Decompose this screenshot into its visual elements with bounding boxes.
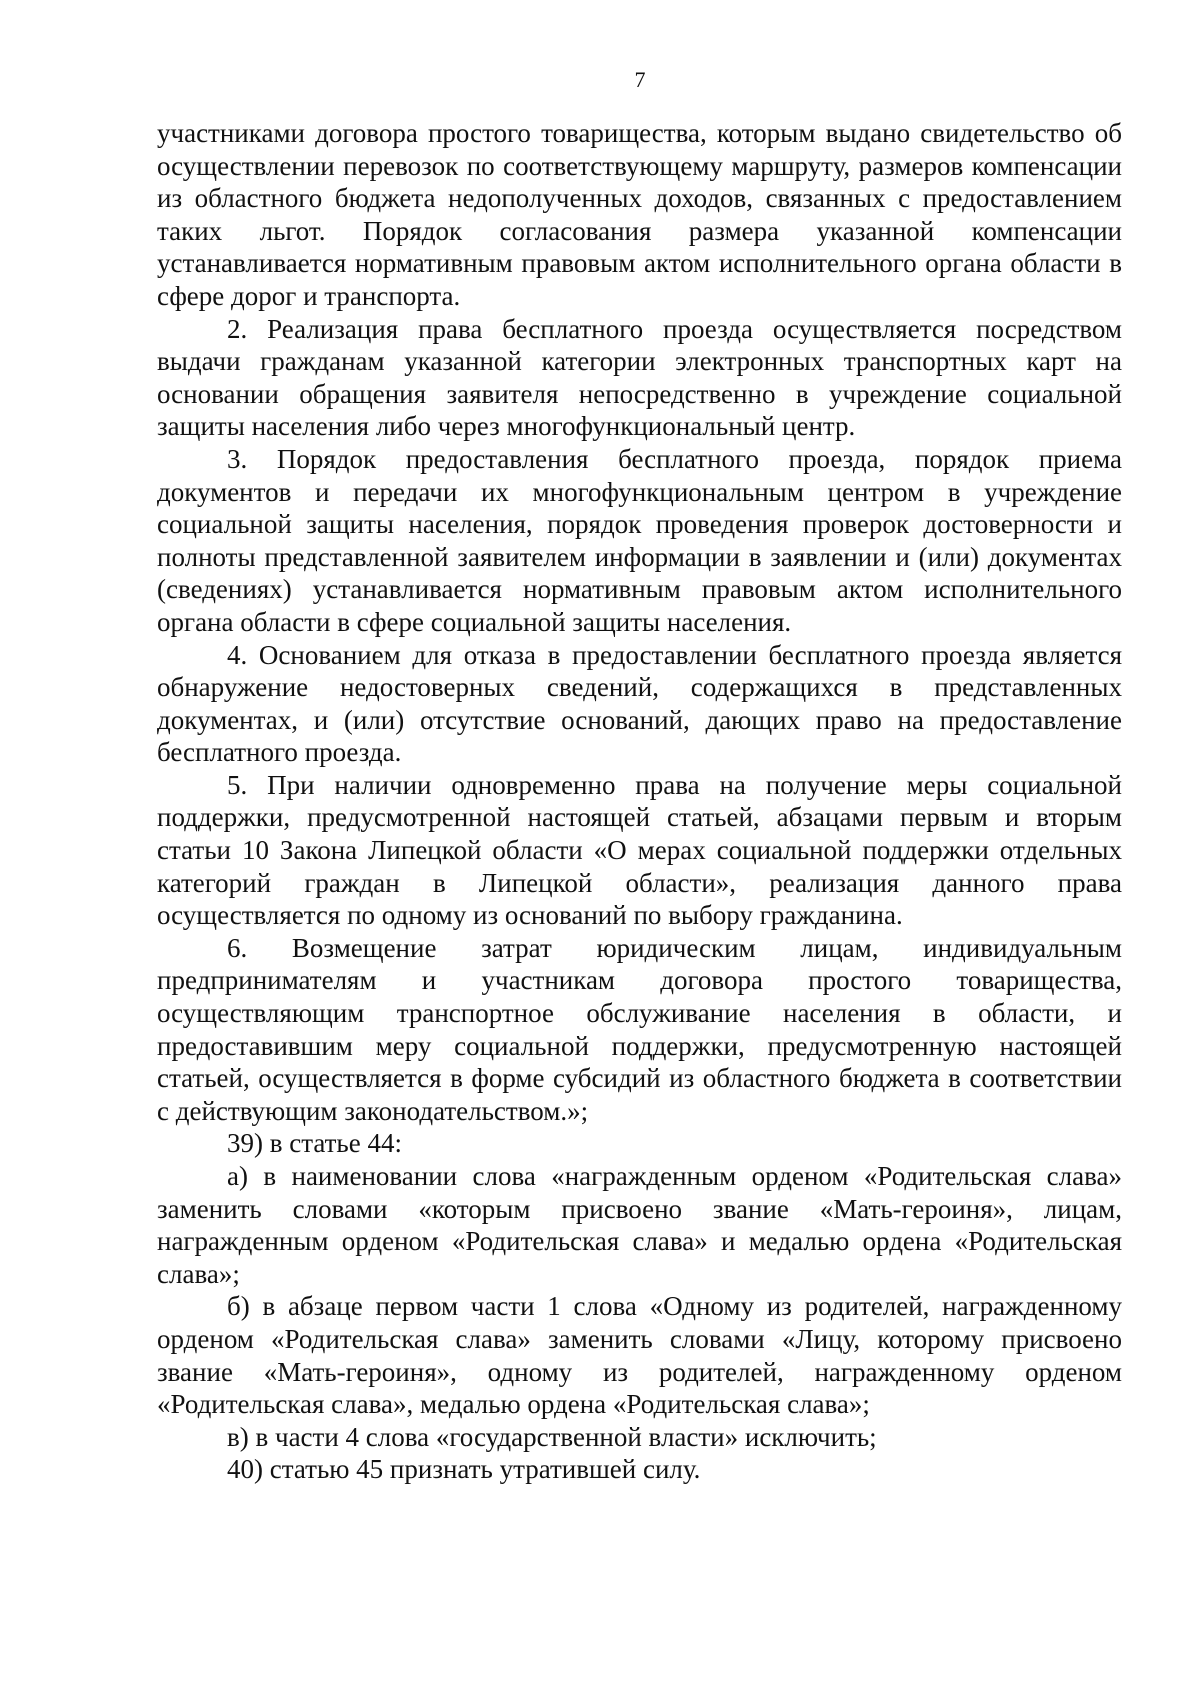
paragraph-item-39: 39) в статье 44: [227, 1128, 402, 1159]
paragraph-item-4: 4. Основанием для отказа в предоставлении бесплатного проезда является обнаружение недостоверных сведений, содержащихся в представленных документах, и (или) отсутствие оснований, дающих право на предоставление бесплатного проезда. [157, 639, 1122, 768]
paragraph-subitem-b: б) в абзаце первом части 1 слова «Одному из родителей, награжденному орденом «Родительская слава» заменить словами «Лицу, которому присвоено звание «Мать-героиня», одному из родителей, награжденному орденом «Родительская слава», медалью ордена «Родительская слава»; [157, 1291, 1122, 1420]
paragraph-item-5: 5. При наличии одновременно права на получение меры социальной поддержки, предусмотренной настоящей статьей, абзацами первым и вторым статьи 10 Закона Липецкой области «О мерах социальной поддержки отдельных категорий граждан в Липецкой области», реализация данного права осуществляется по одному из оснований по выбору гражданина. [157, 769, 1122, 931]
paragraph-item-2: 2. Реализация права бесплатного проезда осуществляется посредством выдачи гражданам указанной категории электронных транспортных карт на основании обращения заявителя непосредственно в учреждение социальной защиты населения либо через многофункциональный центр. [157, 313, 1122, 442]
paragraph-subitem-a: а) в наименовании слова «награжденным орденом «Родительская слава» заменить словами «которым присвоено звание «Мать-героиня», лицам, награжденным орденом «Родительская слава» и медалью ордена «Родительская слава»; [157, 1161, 1122, 1289]
document-body [157, 117, 1122, 1486]
paragraph-continuation: участниками договора простого товарищества, которым выдано свидетельство об осуществлении перевозок по соответствующему маршруту, размеров компенсации из областного бюджета недополученных доходов, связанных с предоставлением таких льгот. Порядок согласования размера указанной компенсации устанавливается нормативным правовым актом исполнительного органа области в сфере дорог и транспорта. [157, 118, 1122, 311]
paragraph-item-40: 40) статью 45 признать утратившей силу. [227, 1454, 701, 1485]
paragraph-item-6: 6. Возмещение затрат юридическим лицам, индивидуальным предпринимателям и участникам договора простого товарищества, осуществляющим транспортное обслуживание населения в области, и предоставившим меру социальной поддержки, предусмотренную настоящей статьей, осуществляется в форме субсидий из областного бюджета в соответствии с действующим законодательством.»; [157, 932, 1122, 1126]
page-number: 7 [634, 67, 646, 92]
paragraph-subitem-v: в) в части 4 слова «государственной власти» исключить; [227, 1421, 877, 1452]
paragraph-item-3: 3. Порядок предоставления бесплатного проезда, порядок приема документов и передачи их многофункциональным центром в учреждение социальной защиты населения, порядок проведения проверок достоверности и полноты представленной заявителем информации в заявлении и (или) документах (сведениях) устанавливается нормативным правовым актом исполнительного органа области в сфере социальной защиты населения. [157, 443, 1122, 637]
